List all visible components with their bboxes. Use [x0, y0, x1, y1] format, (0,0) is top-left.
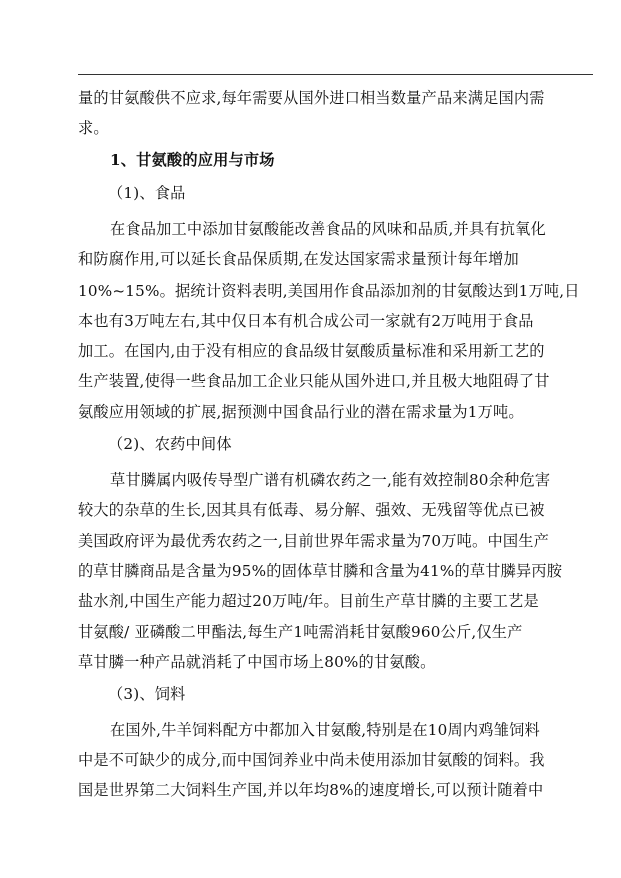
section-heading: 1、甘氨酸的应用与市场: [110, 151, 275, 169]
subsection-heading: （3)、饲料: [108, 685, 186, 703]
body-line: 国是世界第二大饲料生产国,并以年均8%的速度增长,可以预计随着中: [78, 781, 544, 799]
body-line: 和防腐作用,可以延长食品保质期,在发达国家需求量预计每年增加: [78, 250, 519, 268]
header-rule: [78, 74, 593, 75]
body-line: 草甘膦属内吸传导型广谱有机磷农药之一,能有效控制80余种危害: [110, 471, 551, 489]
body-line: 在食品加工中添加甘氨酸能改善食品的风味和品质,并具有抗氧化: [110, 220, 546, 238]
body-line: 草甘膦一种产品就消耗了中国市场上80%的甘氨酸。: [78, 653, 436, 671]
body-line: 量的甘氨酸供不应求,每年需要从国外进口相当数量产品来满足国内需: [78, 89, 545, 107]
body-line: 加工。在国内,由于没有相应的食品级甘氨酸质量标准和采用新工艺的: [78, 342, 545, 360]
subsection-heading: （2)、农药中间体: [108, 435, 232, 453]
body-line: 较大的杂草的生长,因其具有低毒、易分解、强效、无残留等优点已被: [78, 501, 545, 519]
body-line: 10%~15%。据统计资料表明,美国用作食品添加剂的甘氨酸达到1万吨,日: [78, 282, 580, 300]
body-line: 甘氨酸/ 亚磷酸二甲酯法,每生产1吨需消耗甘氨酸960公斤,仅生产: [78, 623, 523, 641]
body-line: 美国政府评为最优秀农药之一,目前世界年需求量为70万吨。中国生产: [78, 532, 549, 550]
body-line: 本也有3万吨左右,其中仅日本有机合成公司一家就有2万吨用于食品: [78, 312, 534, 330]
body-line: 氨酸应用领域的扩展,据预测中国食品行业的潜在需求量为1万吨。: [78, 403, 524, 421]
body-line: 盐水剂,中国生产能力超过20万吨/年。目前生产草甘膦的主要工艺是: [78, 592, 539, 610]
body-line: 在国外,牛羊饲料配方中都加入甘氨酸,特别是在10周内鸡雏饲料: [110, 721, 540, 739]
body-line: 生产装置,使得一些食品加工企业只能从国外进口,并且极大地阻碍了甘: [78, 372, 550, 390]
subsection-heading: （1)、食品: [108, 184, 186, 202]
body-line: 求。: [78, 119, 109, 137]
body-line: 的草甘膦商品是含量为95%的固体草甘膦和含量为41%的草甘膦异丙胺: [78, 562, 563, 580]
body-line: 中是不可缺少的成分,而中国饲养业中尚未使用添加甘氨酸的饲料。我: [78, 751, 545, 769]
